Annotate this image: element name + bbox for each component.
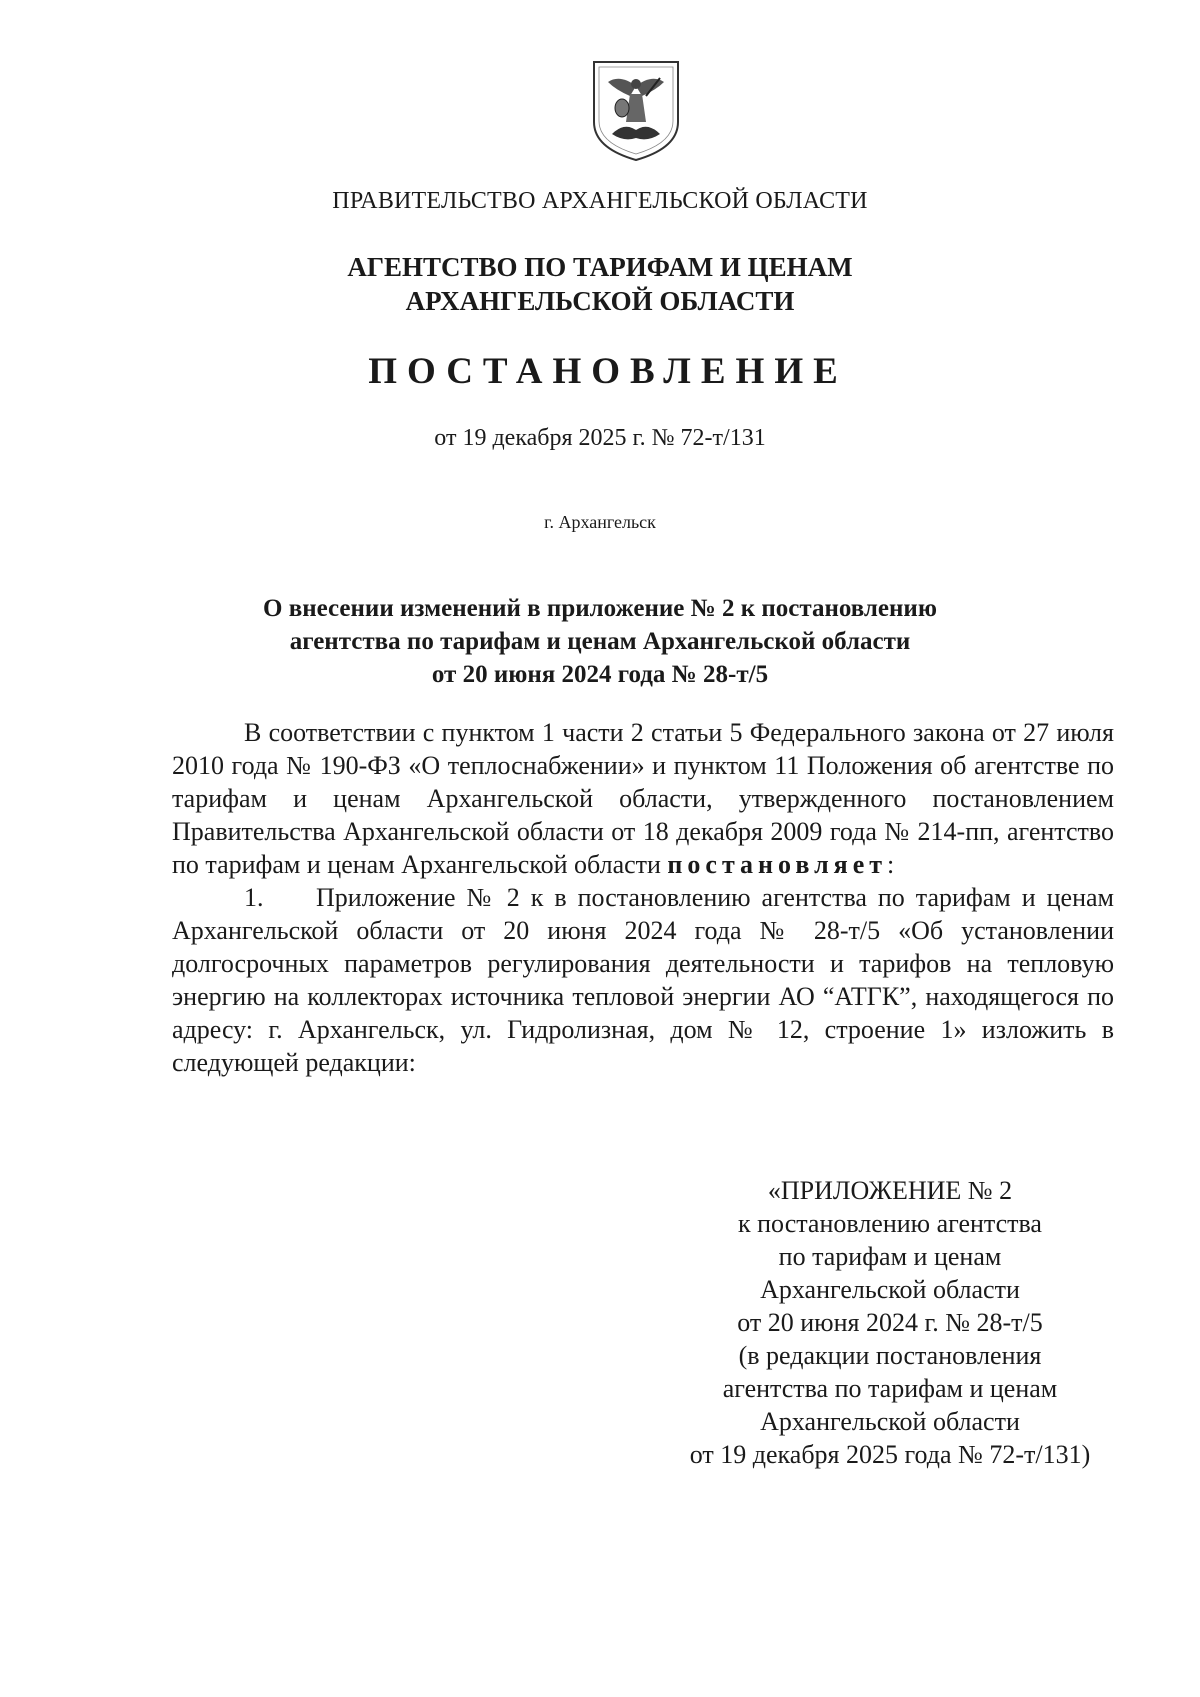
appendix-line: Архангельской области	[760, 1275, 1020, 1304]
subject-line2: агентства по тарифам и ценам Архангельской области	[289, 628, 911, 655]
appendix-line: «ПРИЛОЖЕНИЕ № 2	[767, 1176, 1013, 1205]
appendix-line: Архангельской области	[760, 1407, 1020, 1436]
subject-line1: О внесении изменений в приложение № 2 к постановлению	[263, 595, 937, 622]
appendix-line: от 20 июня 2024 г. № 28-т/5	[737, 1308, 1043, 1337]
item-1-text: Приложение № 2 к в постановлению агентства по тарифам и ценам Архангельской области от 20 июня 2024 года № 28-т/5 «Об установлении долгосрочных параметров регулирования деятельности и тарифов на тепловую энергию на коллекторах источника тепловой энергии АО “АТГК”, находящегося по адресу: г. Архангельск, ул. Гидролизная, дом № 12, строение 1» изложить в следующей редакции:	[172, 883, 1114, 1077]
document-subject	[0, 592, 1200, 691]
subject-line3: от 20 июня 2024 года № 28-т/5	[431, 661, 769, 688]
agency-title-line2: АРХАНГЕЛЬСКОЙ ОБЛАСТИ	[405, 286, 795, 316]
resolves-colon: :	[887, 850, 895, 879]
resolves-word: постановляет	[667, 850, 888, 879]
appendix-line: (в редакции постановления	[738, 1341, 1042, 1370]
appendix-line: к постановлению агентства	[738, 1209, 1042, 1238]
appendix-line: от 19 декабря 2025 года № 72-т/131)	[689, 1440, 1091, 1469]
item-1-paragraph	[172, 881, 1114, 1079]
document-date-number: от 19 декабря 2025 г. № 72-т/131	[434, 425, 766, 451]
document-body	[172, 716, 1114, 1079]
agency-title-line1: АГЕНТСТВО ПО ТАРИФАМ И ЦЕНАМ	[347, 252, 853, 282]
appendix-header	[660, 1174, 1120, 1471]
agency-title	[0, 250, 1200, 318]
preamble-text: В соответствии с пунктом 1 части 2 статьи 5 Федерального закона от 27 июля 2010 года № 190-ФЗ «О теплоснабжении» и пунктом 11 Положения об агентстве по тарифам и ценам Архангельской области, утвержденного постановлением Правительства Архангельской области от 18 декабря 2009 года № 214-пп, агентство по тарифам и ценам Архангельской области	[172, 718, 1114, 879]
document-city: г. Архангельск	[544, 512, 656, 532]
government-title: ПРАВИТЕЛЬСТВО АРХАНГЕЛЬСКОЙ ОБЛАСТИ	[332, 188, 868, 214]
appendix-line: агентства по тарифам и ценам	[722, 1374, 1058, 1403]
preamble-paragraph	[172, 716, 1114, 881]
appendix-line: по тарифам и ценам	[778, 1242, 1002, 1271]
archangel-coat-of-arms-icon	[590, 56, 682, 164]
item-1-number: 1.	[244, 883, 264, 912]
document-type: ПОСТАНОВЛЕНИЕ	[368, 351, 848, 392]
